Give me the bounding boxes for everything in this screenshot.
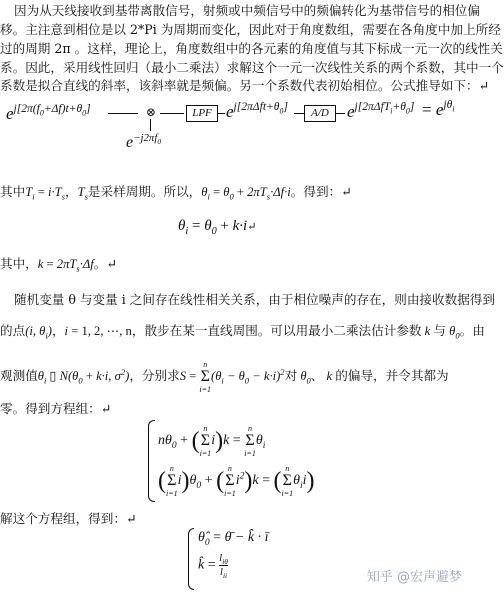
text: ，分别求 [129,367,180,383]
linear-model-eq: $\theta_i = \theta_0$ + k·i↵ [178,218,257,237]
para3-line5: 解这个方程组，得到：↵ [0,511,137,526]
ti-def: $T_i = i\cdot T_s$ [25,185,65,202]
equation-brace [148,420,155,502]
theta-i-def: $\theta_i = \theta_0 + 2\pi T_s\cdot\Delta f\cdot i$ [201,185,291,202]
sampled-expr: $e^{j[2\pi\Delta fT_i+\theta_0]}$ [347,100,415,121]
arrow-to-ad [294,113,304,114]
text: ， [64,184,78,199]
arrow-to-lpf [160,113,184,114]
baseband-expr: $e^{j[2\pi\Delta ft+\theta_0]}$ [226,100,288,121]
text: 的点 [0,323,26,338]
arrow-to-mixer [108,113,138,114]
k-estimate: k̂ = $l_{i\theta}$ $l_{ii}$ [198,552,228,581]
signal-chain-diagram [0,92,474,162]
lpf-block: LPF [186,105,218,122]
para2-line1 [0,183,352,201]
para2-line2 [0,255,117,273]
mixer-input-line [150,119,151,131]
text: 。↵ [93,256,117,271]
k-symbol: k [421,324,434,338]
para1-line2: 移。主注意到相位是以 2*Pi 为周期而变化，因此对于角度数组，需要在各角度中加上所经 [0,22,501,37]
text: 观测值 [0,367,38,383]
k-def: $k = 2\pi T_s\cdot\Delta f$ [37,257,94,274]
text: 是采样周期。所以， [87,184,202,199]
obs-dist: $\theta_i$ ▯ $N(\theta_0 + k\cdot i$, $\sigma^2$) [37,366,130,386]
text: 其中， [0,256,38,271]
arrow-after-ad [335,113,345,114]
theta0-symbol-2: $\theta_0$ [297,368,311,386]
para1-line4: 系。因此，采用线性回归（最小二乘法）求解这个一元一次线性关系的两个系数，其中一个 [0,60,504,75]
ad-block: A/D [304,105,336,122]
mixer-symbol: ⊗ [146,105,157,119]
sse-expr: S = n Σ $i=1(\theta_i - \theta_0 - k\cdot i)^2$ [179,360,285,394]
text: ，散步在某一直线周围。可以用最小二乘法估计参数 [131,323,422,338]
input-signal-expr: $e^{j[2\pi(f_0+\Delta f)t+\theta_0]}$ [6,102,91,123]
normal-eq-1: $n\theta_0$ + ( n Σ i=1i)k = n Σ $i=1\theta_i$ [158,424,266,458]
k-symbol-2: k [323,368,336,383]
text: 对 [284,367,298,383]
ts-symbol: $T_s$ [77,185,88,202]
theta0-symbol: $\theta_0$ [445,324,460,341]
para3-line1: 随机变量 θ 与变量 i 之间存在线性相关关系，由于相位噪声的存在，则由接收数据得到 [14,292,495,307]
para3-line3 [0,360,449,394]
phase-expr: = $e^{j\theta_i}$ [422,98,455,119]
solution-brace [188,528,194,590]
normal-equations [148,418,348,502]
solution-equations [188,528,308,590]
para3-line4: 零。得到方程组：↵ [0,401,112,416]
para1-line1: 因为从天线接收到基带离散信号，射频或中频信号中的频偏转化为基带信号的相位偏 [14,3,480,18]
para1-line3: 过的周期 2π 。这样，理论上，角度数组中的各元素的角度值与其下标成一元一次的线性关 [0,41,503,56]
text: 与 [433,323,446,338]
text: 、 [310,367,324,383]
text: 。由 [459,323,485,338]
watermark-text: 知乎 @宏声避梦 [366,570,462,585]
para3-line2 [0,322,485,340]
text: 的偏导，并令其都为 [335,367,449,383]
local-osc-expr: $e^{-j2\pi f_0}$ [126,131,162,151]
theta0-estimate: $\thetâ_0$ = θ̄ − k̂ · ī [198,530,269,548]
point-expr: (i, $\theta_i$) [25,324,52,341]
text: 。得到：↵ [290,184,352,199]
para1-line5: 系数是拟合直线的斜率，该斜率就是频偏。另一个系数代表初始相位。公式推导如下：↵ [0,78,490,93]
text: ， [51,323,65,338]
text: 其中 [0,184,26,199]
index-range: i = 1, 2, ⋯, n [64,324,132,338]
normal-eq-2: ( n Σ $i=1i)\theta_0$ + ( n Σ $i=1i^2)k$ = ( n Σ $i=1\theta_ii$) [158,464,315,498]
arrow-after-lpf [217,113,225,114]
